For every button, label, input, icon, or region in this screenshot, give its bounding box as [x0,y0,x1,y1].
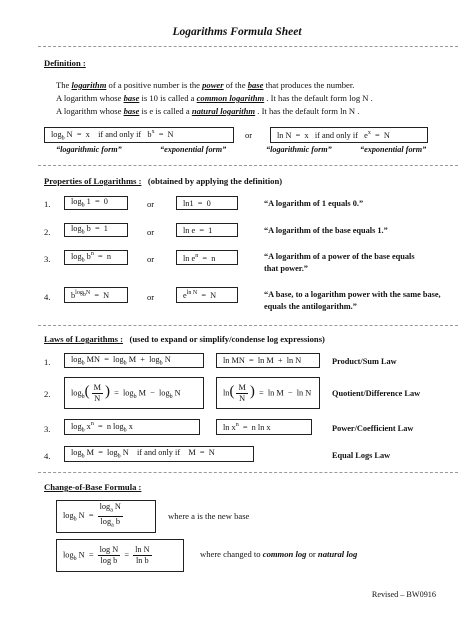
definition-line-3: A logarithm whose base is e is called a natural logarithm . It has the default form ln N . [56,106,360,116]
exponential-form-label-2: “exponential form” [360,145,427,154]
revision-footer: Revised – BW0916 [371,590,436,599]
quotient-law-label: Quotient/Difference Law [332,389,421,398]
divider [38,325,458,326]
property-3-description: “A logarithm of a power of the base equals that power.” [264,252,415,273]
property-2-description: “A logarithm of the base equals 1.” [264,226,388,235]
divider [38,165,458,166]
product-law-log-box: $\log_b$ MN = $\log_b M + \log_b N$ [64,353,204,368]
definition-line-1: The logarithm of a positive number is the power of the base that produces the number. [56,80,355,90]
property-1-description: “A logarithm of 1 equals 0.” [264,199,364,208]
property-1-log-box: $\log_b 1 = 0$ [64,196,128,210]
property-4-description: “A base, to a logarithm power with the same base, equals the antilogarithm.” [264,290,441,311]
laws-heading: Laws of Logarithms : (used to expand or simplify/condense log expressions) [44,334,325,344]
equal-logs-law-label: Equal Logs Law [332,451,391,460]
property-4-log-box: $b^{log_bN} = N$ [64,287,128,303]
property-2-log-box: $\log_b b = 1$ [64,223,128,237]
logarithmic-form-label: “logarithmic form” [56,145,122,154]
law-number: 2. [44,389,51,399]
exponential-form-label: “exponential form” [160,145,227,154]
law-number: 4. [44,451,51,461]
or-label: or [147,227,155,237]
or-label: or [147,199,155,209]
change-of-base-note-2: where changed to common log or natural log [200,549,358,559]
quotient-law-ln-box: ln( $\frac{M}{N}$ ) = ln M − ln N [216,377,320,409]
change-of-base-note-1: where a is the new base [168,511,250,521]
quotient-law-log-box: $\log_b$( $\frac{M}{N}$ ) = $\log_b M - \log_b N$ [64,377,204,409]
change-of-base-box-1: $\log_b N$ = $\frac{\log_a N}{\log_a b}$ [56,500,156,533]
property-1-ln-box: ln1 = 0 [176,196,238,210]
law-number: 3. [44,424,51,434]
equal-logs-law-box: $\log_b M = \log_b N$ if and only if M = N [64,446,254,462]
product-law-ln-box: ln MN = ln M + ln N [216,353,320,368]
property-3-ln-box: $\ln e^n = n$ [176,250,238,265]
property-number: 3. [44,254,51,264]
definition-log-box: $\log_b N = x$ if and only if $b^x = N$ [44,127,234,143]
or-label: or [147,254,155,264]
product-law-label: Product/Sum Law [332,357,397,366]
page-title: Logarithms Formula Sheet [172,26,302,38]
property-number: 1. [44,199,51,209]
property-4-ln-box: $e^{ln N} = N$ [176,287,238,303]
or-label: or [147,292,155,302]
change-of-base-box-2: $\log_b N$ = $\frac{\text{log N}}{\text{log b}}$ = $\frac{\text{ln N}}{\text{ln b}}$ [56,539,184,572]
power-law-log-box: $\log_b x^n = n$ $\log_b x$ [64,419,200,435]
property-3-log-box: $\log_b b^n = n$ [64,250,128,265]
properties-heading: Properties of Logarithms : (obtained by applying the definition) [44,176,283,186]
property-number: 4. [44,292,51,302]
property-2-ln-box: ln e = 1 [176,223,238,237]
power-law-ln-box: $\ln x^n = n$ ln x [216,419,312,435]
property-number: 2. [44,227,51,237]
divider [38,46,458,47]
change-of-base-heading: Change-of-Base Formula : [44,482,142,492]
power-law-label: Power/Coefficient Law [332,424,414,433]
law-number: 1. [44,357,51,367]
logarithmic-form-label-2: “logarithmic form” [266,145,332,154]
definition-heading: Definition : [44,58,86,68]
definition-line-2: A logarithm whose base is 10 is called a common logarithm . It has the default form log N . [56,93,373,103]
definition-ln-box: ln N = x if and only if $e^x = N$ [270,127,428,143]
or-label: or [245,130,253,140]
divider [38,472,458,473]
